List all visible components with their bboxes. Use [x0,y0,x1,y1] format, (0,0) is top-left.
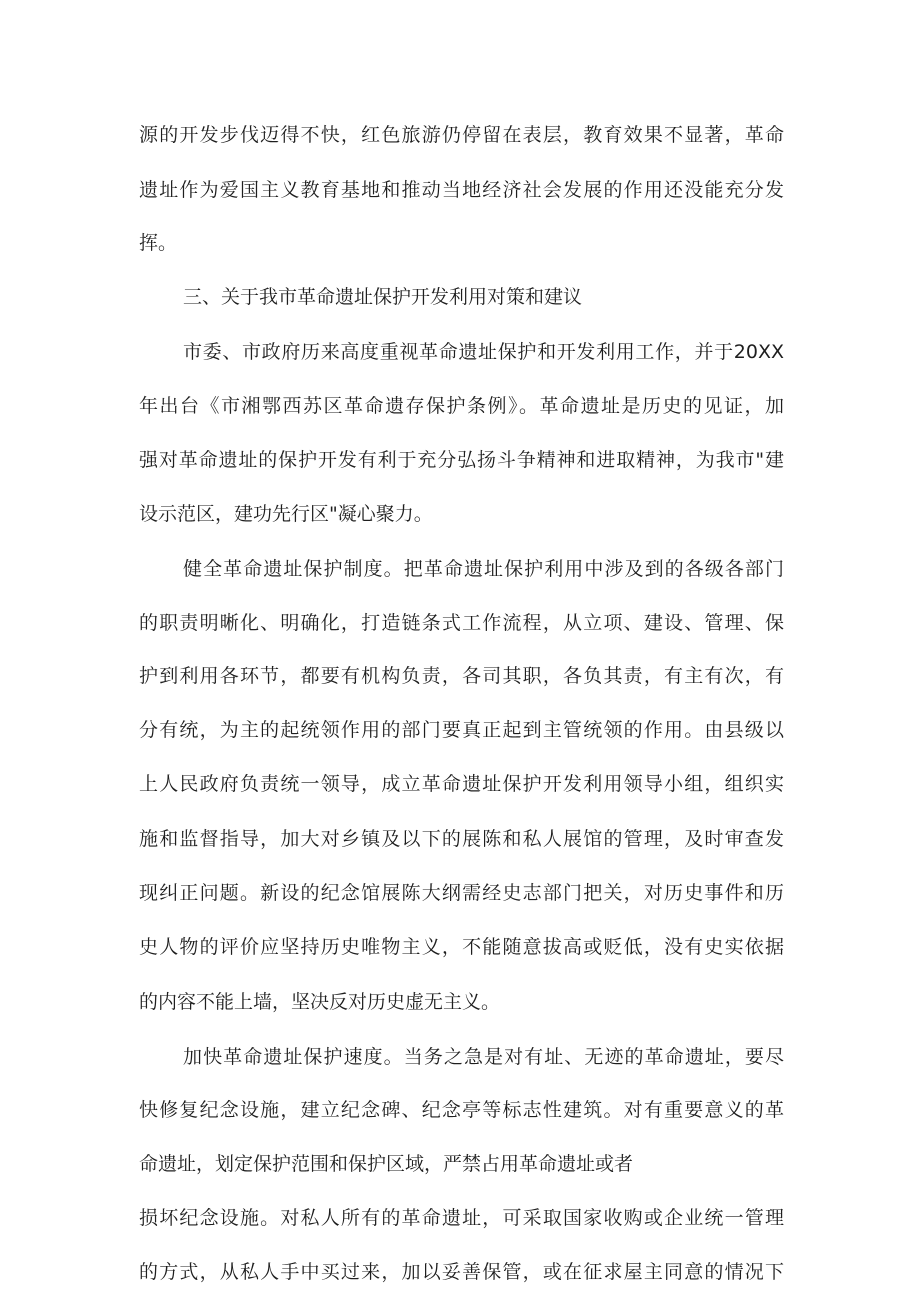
body-text-line: 分有统，为主的起统领作用的部门要真正起到主管统领的作用。由县级以 [139,719,784,741]
body-text-line: 护到利用各环节，都要有机构负责，各司其职，各负其责，有主有次，有 [139,665,784,687]
paragraph-first-line: 健全革命遗址保护制度。把革命遗址保护利用中涉及到的各级各部门 [183,558,784,580]
body-text-line: 源的开发步伐迈得不快，红色旅游仍停留在表层，教育效果不显著，革命 [139,124,784,146]
paragraph-first-line: 市委、市政府历来高度重视革命遗址保护和开发利用工作，并于20XX [183,341,784,363]
section-heading: 三、关于我市革命遗址保护开发利用对策和建议 [183,286,583,308]
body-text-line: 史人物的评价应坚持历史唯物主义，不能随意拔高或贬低，没有史实依据 [139,936,784,958]
body-text-line: 快修复纪念设施，建立纪念碑、纪念亭等标志性建筑。对有重要意义的革 [139,1099,784,1121]
body-text-line: 的职责明晰化、明确化，打造链条式工作流程，从立项、建设、管理、保 [139,612,784,634]
body-text-line: 命遗址，划定保护范围和保护区域，严禁占用革命遗址或者 [139,1153,634,1175]
body-text-line: 损坏纪念设施。对私人所有的革命遗址，可采取国家收购或企业统一管理 [139,1207,784,1229]
body-text-line: 的方式，从私人手中买过来，加以妥善保管，或在征求屋主同意的情况下 [139,1261,784,1283]
body-text-line: 挥。 [139,232,178,254]
body-text-line: 年出台《市湘鄂西苏区革命遗存保护条例》。革命遗址是历史的见证，加 [139,395,784,417]
body-text-line: 现纠正问题。新设的纪念馆展陈大纲需经史志部门把关，对历史事件和历 [139,882,784,904]
body-text-line: 上人民政府负责统一领导，成立革命遗址保护开发利用领导小组，组织实 [139,773,784,795]
body-text-line: 设示范区，建功先行区"凝心聚力。 [139,503,433,525]
paragraph-first-line: 加快革命遗址保护速度。当务之急是对有址、无迹的革命遗址，要尽 [183,1046,784,1068]
body-text-line: 施和监督指导，加大对乡镇及以下的展陈和私人展馆的管理，及时审查发 [139,828,784,850]
body-text-line: 强对革命遗址的保护开发有利于充分弘扬斗争精神和进取精神，为我市"建 [139,449,784,471]
body-text-line: 的内容不能上墙，坚决反对历史虚无主义。 [139,991,501,1013]
body-text-line: 遗址作为爱国主义教育基地和推动当地经济社会发展的作用还没能充分发 [139,179,784,201]
